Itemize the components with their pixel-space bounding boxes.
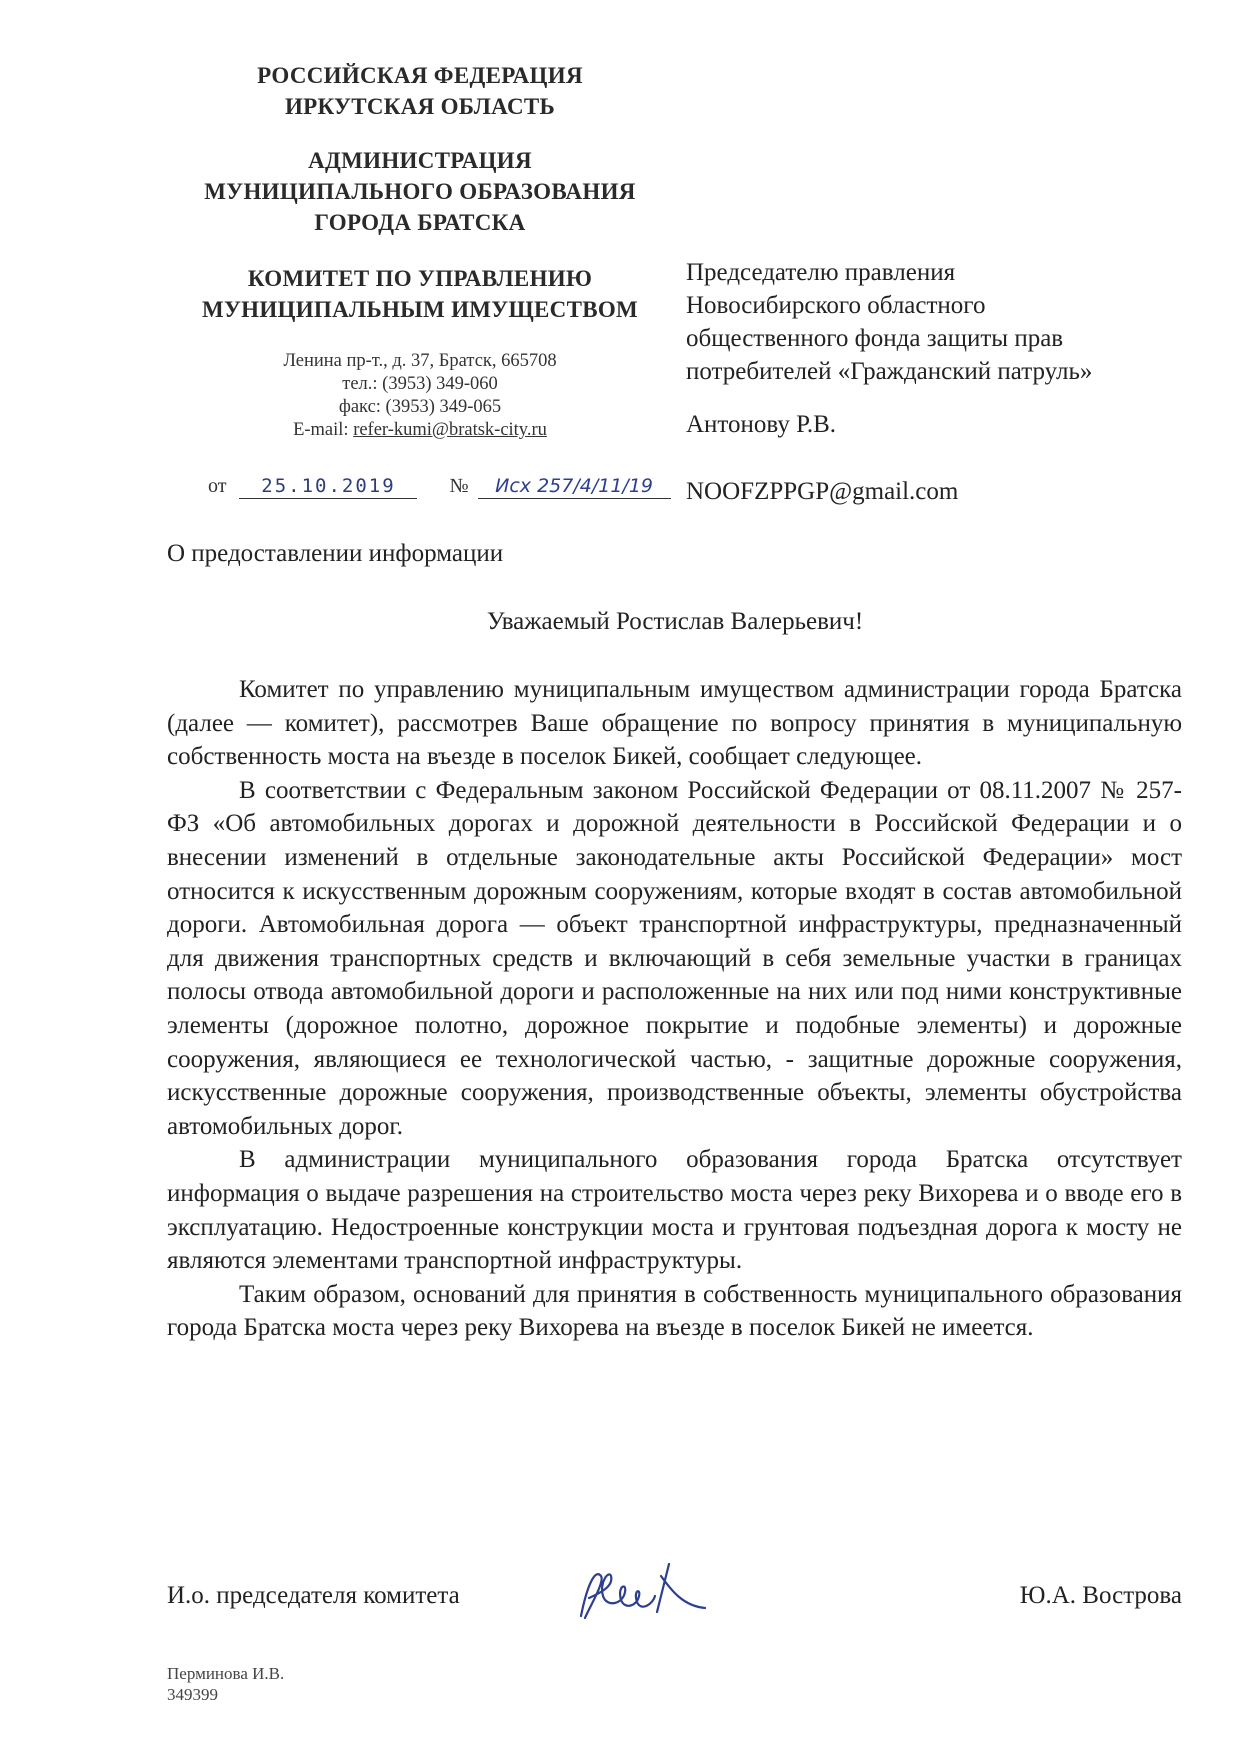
letterhead-line: МУНИЦИПАЛЬНЫМ ИМУЩЕСТВОМ (201, 297, 639, 322)
registration-date: 25.10.2019 (239, 475, 417, 499)
letterhead-line: ИРКУТСКАЯ ОБЛАСТЬ (284, 94, 555, 119)
handwritten-signature (567, 1546, 717, 1636)
letterhead-committee (170, 263, 670, 325)
letterhead-line: МУНИЦИПАЛЬНОГО ОБРАЗОВАНИЯ (204, 179, 636, 204)
registration-number: Исх 257/4/11/19 (478, 475, 671, 499)
executor-name: Перминова И.В. (167, 1664, 285, 1683)
letter-body (167, 673, 1182, 1345)
number-label: № (449, 475, 469, 497)
addressee-email[interactable]: NOOFZPPGP@gmail.com (686, 478, 959, 505)
addressee-line: потребителей «Гражданский патруль» (686, 358, 1093, 385)
signature-row (167, 1576, 1182, 1636)
addressee-line: Председателю правления (686, 259, 956, 286)
signatory-name: Ю.А. Вострова (1019, 1582, 1182, 1609)
letterhead-email-line (210, 419, 630, 442)
letterhead-line: ГОРОДА БРАТСКА (314, 210, 526, 235)
letterhead-country (170, 60, 670, 122)
email-label: E-mail: (293, 420, 354, 440)
addressee-line: Новосибирского областного (686, 292, 986, 319)
body-paragraph: Таким образом, оснований для принятия в собственность муниципального образования города Братска моста через реку Вихорева на въезде в поселок Бикей не имеется. (167, 1280, 1182, 1342)
addressee-block (686, 256, 1186, 508)
addressee-name: Антонову Р.В. (686, 411, 837, 438)
salutation: Уважаемый Ростислав Валерьевич! (486, 608, 864, 635)
letterhead-line: АДМИНИСТРАЦИЯ (308, 148, 532, 173)
body-paragraph: Комитет по управлению муниципальным имуществом администрации города Братска (далее — комитет), рассмотрев Ваше обращение по вопросу принятия в муниципальную собственность моста на въезде в поселок Бикей, сообщает следующее. (167, 676, 1182, 771)
letterhead-administration (170, 145, 670, 238)
executor-info (167, 1663, 284, 1705)
registration-line (208, 475, 671, 499)
letterhead-contacts (210, 350, 630, 442)
letterhead-email-link[interactable]: refer-kumi@bratsk-city.ru (353, 420, 547, 440)
body-paragraph: В соответствии с Федеральным законом Российской Федерации от 08.11.2007 № 257-ФЗ «Об автомобильных дорогах и дорожной деятельности в Российской Федерации и о внесении изменений в отдельные законодательные акты Российской Федерации» мост относится к искусственным дорожным сооружениям, которые входят в состав автомобильной дороги. Автомобильная дорога — объект транспортной инфраструктуры, предназначенный для движения транспортных средств и включающий в себя земельные участки в границах полосы отвода автомобильной дороги и расположенные на них или под ними конструктивные элементы (дорожное полотно, дорожное покрытие и подобные элементы) и дорожные сооружения, являющиеся ее технологической частью, - защитные дорожные сооружения, искусственные дорожные сооружения, производственные объекты, элементы обустройства автомобильных дорог. (167, 776, 1182, 1140)
letterhead-fax: факс: (3953) 349-065 (338, 397, 502, 417)
letterhead-line: РОССИЙСКАЯ ФЕДЕРАЦИЯ (257, 63, 583, 88)
letterhead-address: Ленина пр-т., д. 37, Братск, 665708 (283, 351, 557, 371)
letter-subject: О предоставлении информации (167, 540, 504, 567)
date-label: от (208, 475, 227, 497)
addressee-line: общественного фонда защиты прав (686, 325, 1064, 352)
signatory-title: И.о. председателя комитета (167, 1582, 460, 1609)
executor-phone: 349399 (167, 1685, 218, 1704)
body-paragraph: В администрации муниципального образования города Братска отсутствует информация о выдаче разрешения на строительство моста через реку Вихорева и о вводе его в эксплуатацию. Недостроенные конструкции моста и грунтовая подъездная дорога к мосту не являются элементами транспортной инфраструктуры. (167, 1146, 1182, 1275)
letterhead-line: КОМИТЕТ ПО УПРАВЛЕНИЮ (247, 266, 593, 291)
letterhead-phone: тел.: (3953) 349-060 (342, 374, 498, 394)
